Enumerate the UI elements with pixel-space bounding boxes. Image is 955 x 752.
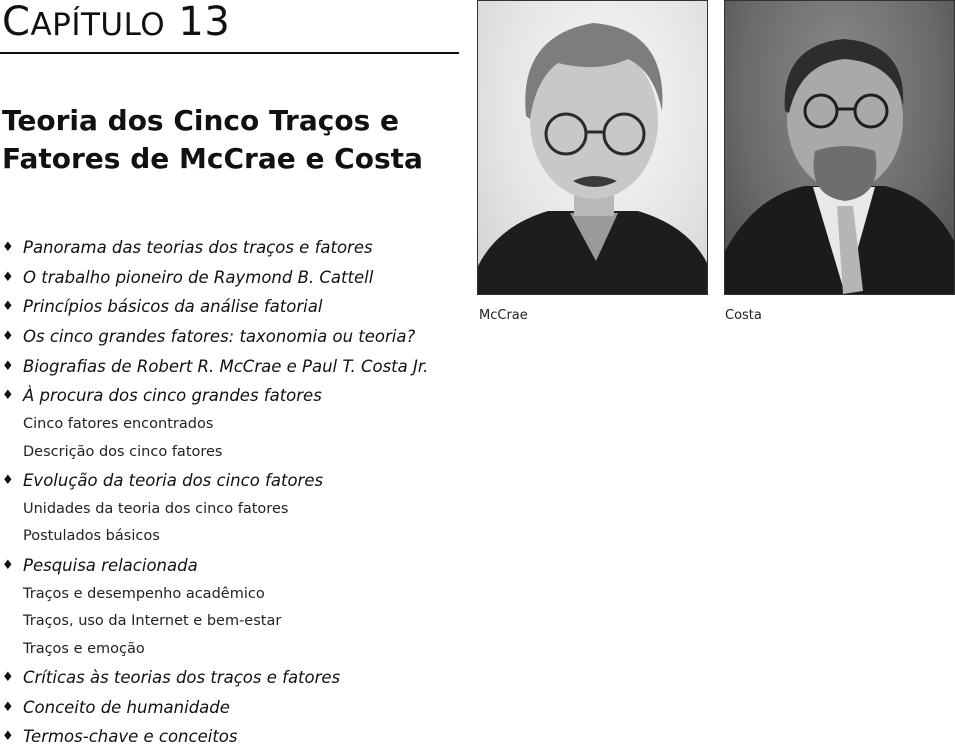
outline-subsection xyxy=(2,411,462,439)
outline-subsection xyxy=(2,523,462,551)
outline-section xyxy=(2,352,462,382)
chapter-label: APÍTULO xyxy=(30,7,166,43)
mccrae-caption: McCrae xyxy=(479,308,528,323)
diamond-bullet-icon: ♦ xyxy=(2,729,14,745)
mccrae-portrait-illustration xyxy=(478,1,707,294)
costa-photo xyxy=(724,0,955,295)
outline-subsection xyxy=(2,608,462,636)
outline-item-text: Conceito de humanidade xyxy=(23,697,230,717)
outline-item-text: Pesquisa relacionada xyxy=(23,555,198,575)
outline-subsection xyxy=(2,636,462,664)
outline-item-text: Cinco fatores encontrados xyxy=(23,416,214,433)
chapter-title xyxy=(2,102,452,178)
chapter-number: 13 xyxy=(178,0,231,45)
outline-item-text: Postulados básicos xyxy=(23,528,160,545)
diamond-bullet-icon: ♦ xyxy=(2,358,14,374)
chapter-first-letter: C xyxy=(2,0,31,45)
diamond-bullet-icon: ♦ xyxy=(2,329,14,345)
outline-item-text: Traços e desempenho acadêmico xyxy=(23,585,265,602)
outline-section xyxy=(2,722,462,752)
costa-caption: Costa xyxy=(725,308,762,323)
outline-section xyxy=(2,693,462,723)
outline-item-text: Evolução da teoria dos cinco fatores xyxy=(23,471,324,491)
outline-section xyxy=(2,263,462,293)
outline-item-text: O trabalho pioneiro de Raymond B. Cattell xyxy=(23,267,374,287)
outline-item-text: Traços e emoção xyxy=(23,640,145,657)
chapter-outline xyxy=(2,233,462,752)
chapter-title-line-2: Fatores de McCrae e Costa xyxy=(2,142,423,175)
outline-item-text: Os cinco grandes fatores: taxonomia ou teoria? xyxy=(23,327,416,347)
outline-section xyxy=(2,381,462,411)
diamond-bullet-icon: ♦ xyxy=(2,699,14,715)
outline-item-text: Traços, uso da Internet e bem-estar xyxy=(23,613,282,629)
outline-section xyxy=(2,663,462,693)
outline-section xyxy=(2,551,462,581)
diamond-bullet-icon: ♦ xyxy=(2,299,14,315)
outline-item-text: À procura dos cinco grandes fatores xyxy=(23,386,322,406)
diamond-bullet-icon: ♦ xyxy=(2,388,14,404)
diamond-bullet-icon: ♦ xyxy=(2,670,14,685)
outline-section xyxy=(2,466,462,496)
outline-item-text: Panorama das teorias dos traços e fatores xyxy=(23,238,373,257)
outline-section xyxy=(2,292,462,322)
costa-portrait-illustration xyxy=(725,1,954,294)
outline-item-text: Descrição dos cinco fatores xyxy=(23,443,223,460)
outline-subsection xyxy=(2,496,462,524)
outline-section xyxy=(2,322,462,352)
heading-rule xyxy=(0,52,459,54)
diamond-bullet-icon: ♦ xyxy=(2,240,14,255)
diamond-bullet-icon: ♦ xyxy=(2,269,14,285)
outline-item-text: Termos-chave e conceitos xyxy=(23,727,238,747)
outline-item-text: Unidades da teoria dos cinco fatores xyxy=(23,500,289,517)
mccrae-photo xyxy=(477,0,708,295)
outline-subsection xyxy=(2,439,462,467)
outline-item-text: Biografias de Robert R. McCrae e Paul T. Costa Jr. xyxy=(23,356,429,376)
diamond-bullet-icon: ♦ xyxy=(2,557,14,573)
outline-item-text: Críticas às teorias dos traços e fatores xyxy=(23,668,341,687)
chapter-heading xyxy=(2,0,230,47)
diamond-bullet-icon: ♦ xyxy=(2,473,14,489)
outline-subsection xyxy=(2,581,462,609)
outline-item-text: Princípios básicos da análise fatorial xyxy=(23,297,323,317)
chapter-title-line-1: Teoria dos Cinco Traços e xyxy=(2,104,399,137)
outline-section xyxy=(2,233,462,263)
